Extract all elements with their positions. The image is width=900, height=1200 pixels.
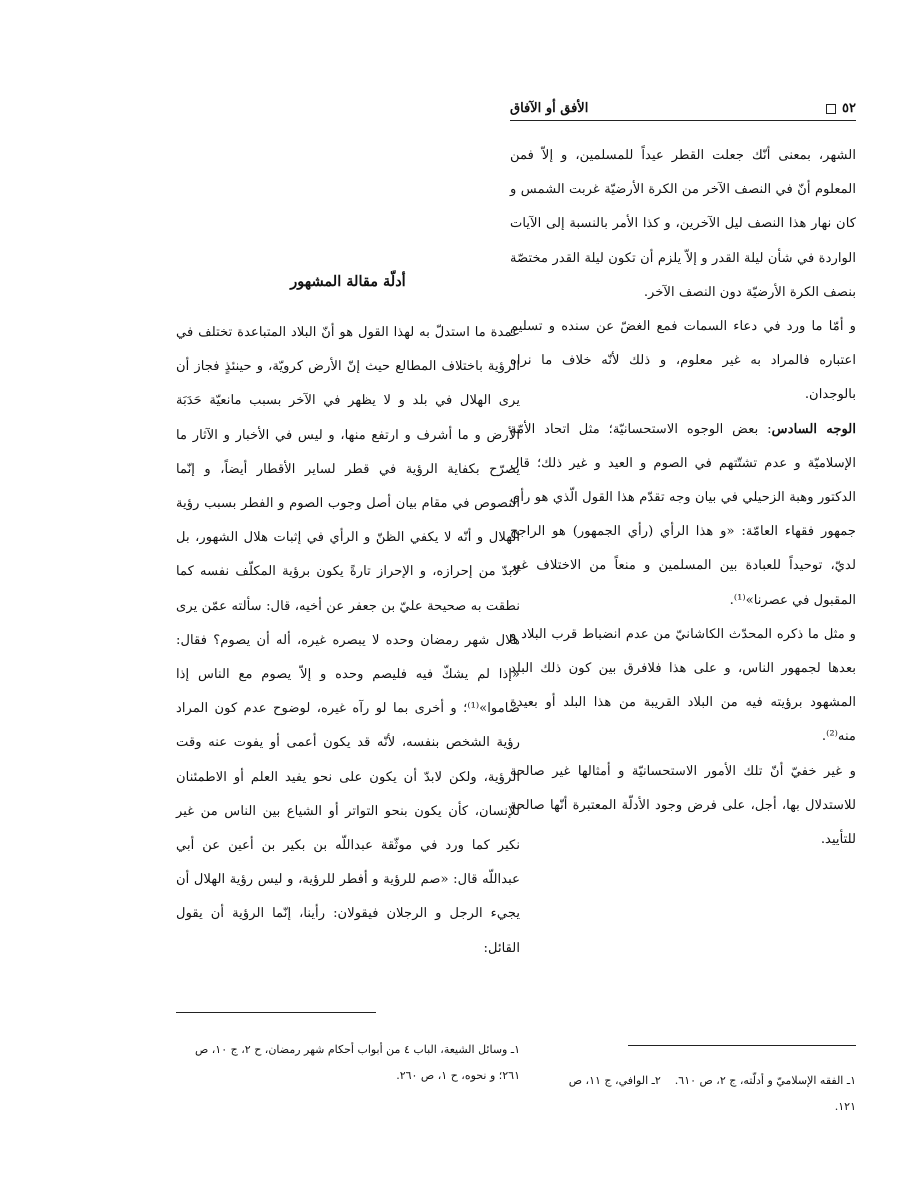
section-title: أدلّة مقالة المشهور: [290, 273, 406, 290]
footnote-divider: [628, 1045, 856, 1046]
paragraph: و أمّا ما ورد في دعاء السمات فمع الغضّ عن سنده و تسليم اعتباره فالمراد به غير معلوم، و ذلك لأنّه خلاف ما نراه بالوجدان.: [510, 319, 856, 403]
footnotes: [176, 1037, 520, 1089]
running-title: الأفق أو الآفاق: [510, 101, 589, 116]
square-ornament-icon: [826, 104, 836, 114]
footnote: ١ـ وسائل الشيعة، الباب ٤ من أبواب أحكام شهر رمضان، ح ٢، ج ١٠، ص ٢٦١؛ و نحوه، ح ١، ص ٢٦٠.: [194, 1043, 520, 1082]
paragraph: و غير خفيّ أنّ تلك الأمور الاستحسانيّة و أمثالها غير صالحة للاستدلال بها، أجل، على فرض وجود الأدلّة المعتبرة أنّها صالحة للتأييد.: [510, 763, 856, 848]
paragraph-text: : بعض الوجوه الاستحسانيّة؛ مثل اتحاد الأمّة الإسلاميّة و عدم تشتّتهم في الصوم و العيد و غير ذلك؛ قال الدكتور وهبة الزحيلي في بيان وجه تقدّم هذا القول الّذي هو رأي جمهور فقهاء العامّة: «و هذا الرأي (رأي الجمهور) هو الراجح لديّ، توحيداً للعبادة بين المسلمين و منعاً من الاختلاف غير المقبول في عصرنا»⁽¹⁾.: [510, 421, 856, 608]
footnote-divider: [176, 1012, 376, 1013]
paragraph: الشهر، بمعنى أنّك جعلت القطر عيداً للمسلمين، و إلاّ فمن المعلوم أنّ في النصف الآخر من الكرة الأرضيّة غربت الشمس و كان نهار هذا النصف ليل الآخرين، و كذا الأمر بالنسبة إلى الآيات الواردة في شأن ليلة القدر و إلاّ يلزم أن تكون ليلة القدر مختصّة بنصف الكرة الأرضيّة دون النصف الآخر.: [510, 148, 856, 300]
footnote: ٢ـ الوافي، ج ١١، ص ١٢١.: [568, 1074, 856, 1113]
left-page: [176, 270, 520, 966]
footnote: ١ـ الفقه الإسلاميّ و أدلّته، ج ٢، ص ٦١٠.: [674, 1074, 856, 1087]
footnotes: [560, 1068, 856, 1120]
page-header: [510, 101, 856, 121]
right-page: [510, 95, 856, 857]
page-number-group: [826, 101, 856, 116]
section-lead: الوجه السادس: [771, 421, 856, 437]
page-number: ٥٢: [842, 101, 856, 116]
paragraph: و مثل ما ذكره المحدّث الكاشانيّ من عدم انضباط قرب البلاد و بعدها لجمهور الناس، و على هذا فلافرق بين كون ذلك البلد المشهود برؤيته فيه من البلاد القريبة من هذا البلد أو بعيدة منه⁽²⁾.: [510, 626, 856, 745]
paragraph: [510, 413, 856, 618]
paragraph: عمدة ما استدلّ به لهذا القول هو أنّ البلاد المتباعدة تختلف في الرؤية باختلاف المطالع حيث إنّ الأرض كرويّة، و حينئذٍ فجاز أن يرى الهلال في بلد و لا يظهر في الآخر بسبب مانعيّة حَدَبَة الأرض و ما أشرف و ارتفع منها، و ليس في الأخبار و الآثار ما يصرّح بكفاية الرؤية في قطر لساير الأقطار أيضاً، و إنّما النصوص في مقام بيان أصل وجوب الصوم و الفطر بسبب رؤية الهلال و أنّه لا يكفي الظنّ و الرأي في إثبات هلال الشهور، بل لابدّ من إحرازه، و الإحراز تارةً يكون برؤية المكلّف نفسه كما نطقت به صحيحة عليّ بن جعفر عن أخيه، قال: سألته عمّن يرى هلال شهر رمضان وحده لا يبصره غيره، أله أن يصوم؟ فقال: «إذا لم يشكّ فيه فليصم وحده و إلاّ يصوم مع الناس إذا صاموا»⁽¹⁾؛ و أخرى بما لو رآه غيره، لوضوح عدم كون المراد رؤية الشخص بنفسه، لأنّه قد يكون أعمى أو يفوت عنه وقت الرؤية، ولكن لابدّ أن يكون على نحو يفيد العلم أو الاطمئنان للإنسان، كأن يكون بنحو التواتر أو الشياع بين الناس من غير نكير كما ورد في موثّقة عبداللّه بن بكير بن أعين عن أبي عبداللّه قال: «صم للرؤية و أفطر للرؤية، و ليس رؤية الهلال أن يجيء الرجل و الرجلان فيقولان: رأينا، إنّما الرؤية أن يقول القائل:: [176, 325, 520, 956]
